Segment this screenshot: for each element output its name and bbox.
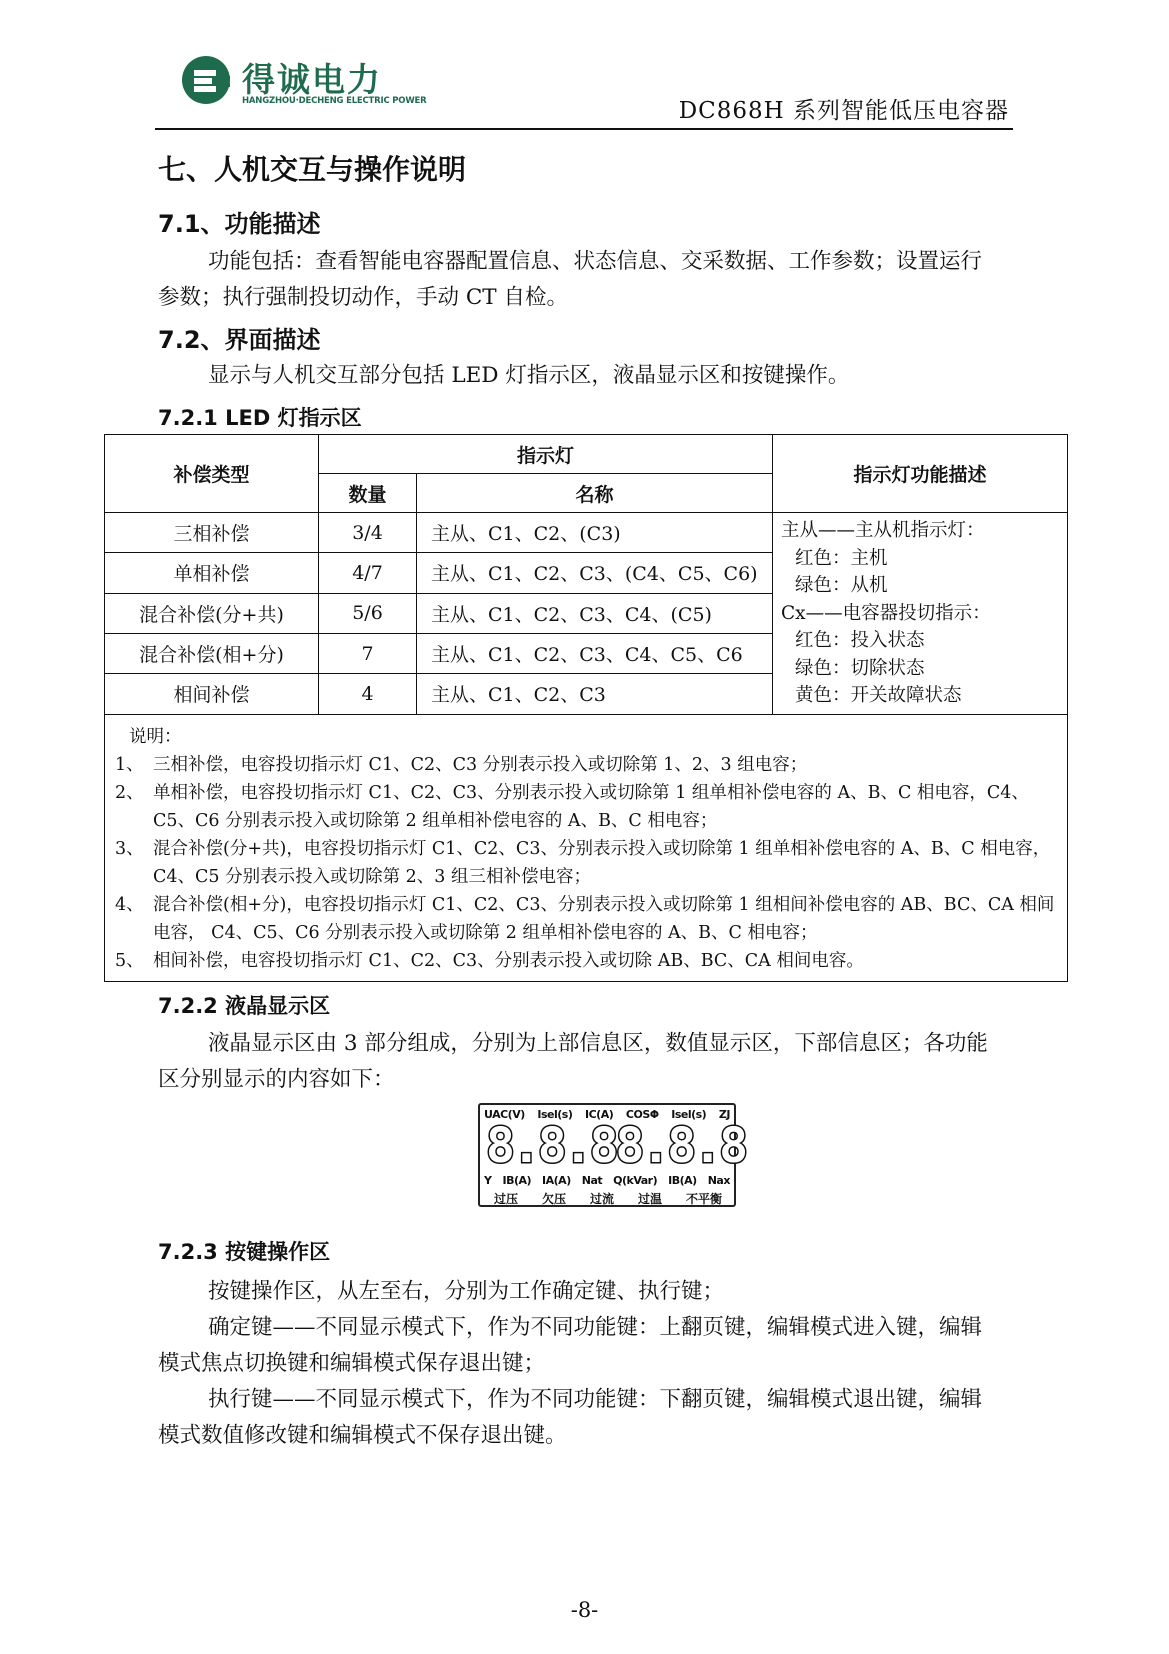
cell-name: 主从、C1、C2、C3、(C4、C5、C6): [417, 553, 773, 593]
lcd-label: IC(A): [585, 1108, 614, 1121]
notes-cell: [105, 714, 1068, 981]
note-number: 4、: [115, 894, 144, 915]
table-row: [105, 513, 1068, 553]
note-number: 3、: [115, 838, 144, 859]
lcd-status: 欠压: [541, 1192, 566, 1206]
lcd-numeric-area: [480, 1118, 745, 1174]
logo-chinese-name: 得诚电力: [242, 60, 382, 99]
note-number: 1、: [115, 754, 144, 775]
company-logo: [180, 52, 440, 112]
note-item: [115, 947, 1059, 975]
page-number: -8-: [570, 1598, 599, 1622]
note-item: [115, 751, 1059, 779]
func-line: Cx——电容器投切指示：: [781, 602, 991, 624]
note-text: 混合补偿(分+共)，电容投切指示灯 C1、C2、C3、分别表示投入或切除第 1 组单相补偿电容的 A、B、C 相电容，C4、C5 分别表示投入或切除第 2、3 组三相补偿电容；: [153, 838, 1051, 887]
func-line: 绿色：切除状态: [795, 657, 925, 679]
func-line: 黄色：开关故障状态: [795, 685, 962, 706]
cell-type: 相间补偿: [105, 674, 319, 714]
cell-count: 5/6: [319, 593, 417, 633]
lcd-label: Q(kVar): [613, 1174, 658, 1187]
cell-count: 4: [319, 674, 417, 714]
lcd-label: Nax: [707, 1174, 730, 1187]
note-text: 单相补偿，电容投切指示灯 C1、C2、C3、分别表示投入或切除第 1 组单相补偿电容的 A、B、C 相电容，C4、C5、C6 分别表示投入或切除第 2 组单相补偿电容的 A、B、C 相电容；: [153, 782, 1029, 831]
lcd-status: 过压: [494, 1192, 519, 1206]
note-item: [115, 835, 1059, 891]
notes-title: 说明：: [129, 726, 182, 747]
section-7-1-title: 7.1、功能描述: [158, 210, 321, 238]
note-item: [115, 891, 1059, 947]
section-7-title: 七、人机交互与操作说明: [158, 153, 467, 186]
section-7-2-title: 7.2、界面描述: [158, 326, 321, 354]
lcd-status: 过流: [589, 1192, 614, 1206]
note-text: 相间补偿，电容投切指示灯 C1、C2、C3、分别表示投入或切除 AB、BC、CA 相间电容。: [153, 950, 864, 971]
cell-count: 7: [319, 633, 417, 673]
lcd-bottom-info: [484, 1174, 730, 1187]
logo-english-name: HANGZHOU·DECHENG ELECTRIC POWER: [242, 96, 427, 106]
lcd-status-labels: [494, 1190, 722, 1207]
header-count: 数量: [319, 474, 417, 513]
section-7-2-3-paragraph-3: 执行键——不同显示模式下，作为不同功能键：下翻页键，编辑模式退出键，编辑模式数值修改键和编辑模式不保存退出键。: [158, 1387, 983, 1448]
document-title: DC868H 系列智能低压电容器: [678, 98, 1009, 124]
section-7-2-2-paragraph: 液晶显示区由 3 部分组成，分别为上部信息区，数值显示区，下部信息区；各功能区分别显示的内容如下：: [158, 1031, 988, 1092]
cell-type: 混合补偿(分+共): [105, 593, 319, 633]
lcd-digits-right: 8.8.8: [615, 1118, 745, 1174]
lcd-label: Nat: [581, 1174, 603, 1187]
note-item: [115, 779, 1059, 835]
cell-name: 主从、C1、C2、C3、C4、(C5): [417, 593, 773, 633]
function-description-cell: [773, 513, 1068, 715]
section-7-1-paragraph: 功能包括：查看智能电容器配置信息、状态信息、交采数据、工作参数；设置运行参数；执行强制投切动作，手动 CT 自检。: [158, 249, 983, 310]
lcd-label: IB(A): [502, 1174, 532, 1187]
section-7-2-1-title: 7.2.1 LED 灯指示区: [158, 406, 362, 430]
lcd-label: UAC(V): [484, 1108, 525, 1121]
lcd-label: Y: [484, 1174, 492, 1187]
note-number: 5、: [115, 950, 144, 971]
section-7-2-3-paragraph-1: 按键操作区，从左至右，分别为工作确定键、执行键；: [208, 1279, 725, 1304]
func-line: 绿色：从机: [795, 575, 888, 596]
lcd-status: 过温: [637, 1192, 662, 1206]
lcd-label: Isel(s): [671, 1108, 707, 1121]
header-divider: [155, 128, 1013, 130]
cell-name: 主从、C1、C2、C3: [417, 674, 773, 714]
func-line: 主从——主从机指示灯：: [781, 520, 985, 541]
note-text: 混合补偿(相+分)，电容投切指示灯 C1、C2、C3、分别表示投入或切除第 1 组相间补偿电容的 AB、BC、CA 相间电容， C4、C5、C6 分别表示投入或切除第 2 组单相补偿电容的 A、B、C 相电容；: [153, 894, 1055, 943]
note-number: 2、: [115, 782, 144, 803]
header-indicator: 指示灯: [319, 435, 773, 474]
lcd-label: IA(A): [542, 1174, 571, 1187]
section-7-2-3-title: 7.2.3 按键操作区: [158, 1240, 331, 1264]
header-name: 名称: [417, 474, 773, 513]
section-7-2-paragraph: 显示与人机交互部分包括 LED 灯指示区，液晶显示区和按键操作。: [208, 363, 850, 388]
header-compensation-type: 补偿类型: [105, 435, 319, 513]
led-indicator-table: [104, 434, 1068, 982]
section-7-2-2-title: 7.2.2 液晶显示区: [158, 994, 331, 1018]
cell-type: 三相补偿: [105, 513, 319, 553]
lcd-digits-left: 8.8.8: [486, 1118, 616, 1174]
note-text: 三相补偿，电容投切指示灯 C1、C2、C3 分别表示投入或切除第 1、2、3 组电容；: [153, 754, 808, 775]
lcd-label: COSΦ: [625, 1108, 659, 1121]
lcd-label: ZJ: [718, 1108, 730, 1121]
lcd-display-diagram: [478, 1103, 745, 1207]
func-line: 红色：投入状态: [795, 630, 925, 651]
cell-name: 主从、C1、C2、C3、C4、C5、C6: [417, 633, 773, 673]
lcd-label: IB(A): [668, 1174, 697, 1187]
lcd-label: Isel(s): [537, 1108, 573, 1121]
cell-count: 3/4: [319, 513, 417, 553]
cell-type: 混合补偿(相+分): [105, 633, 319, 673]
cell-name: 主从、C1、C2、(C3): [417, 513, 773, 553]
section-7-2-3-paragraph-2: 确定键——不同显示模式下，作为不同功能键：上翻页键，编辑模式进入键，编辑模式焦点切换键和编辑模式保存退出键；: [158, 1315, 983, 1376]
header-function-description: 指示灯功能描述: [773, 435, 1068, 513]
cell-count: 4/7: [319, 553, 417, 593]
func-line: 红色：主机: [795, 547, 888, 569]
lcd-status: 不平衡: [685, 1192, 722, 1206]
cell-type: 单相补偿: [105, 553, 319, 593]
